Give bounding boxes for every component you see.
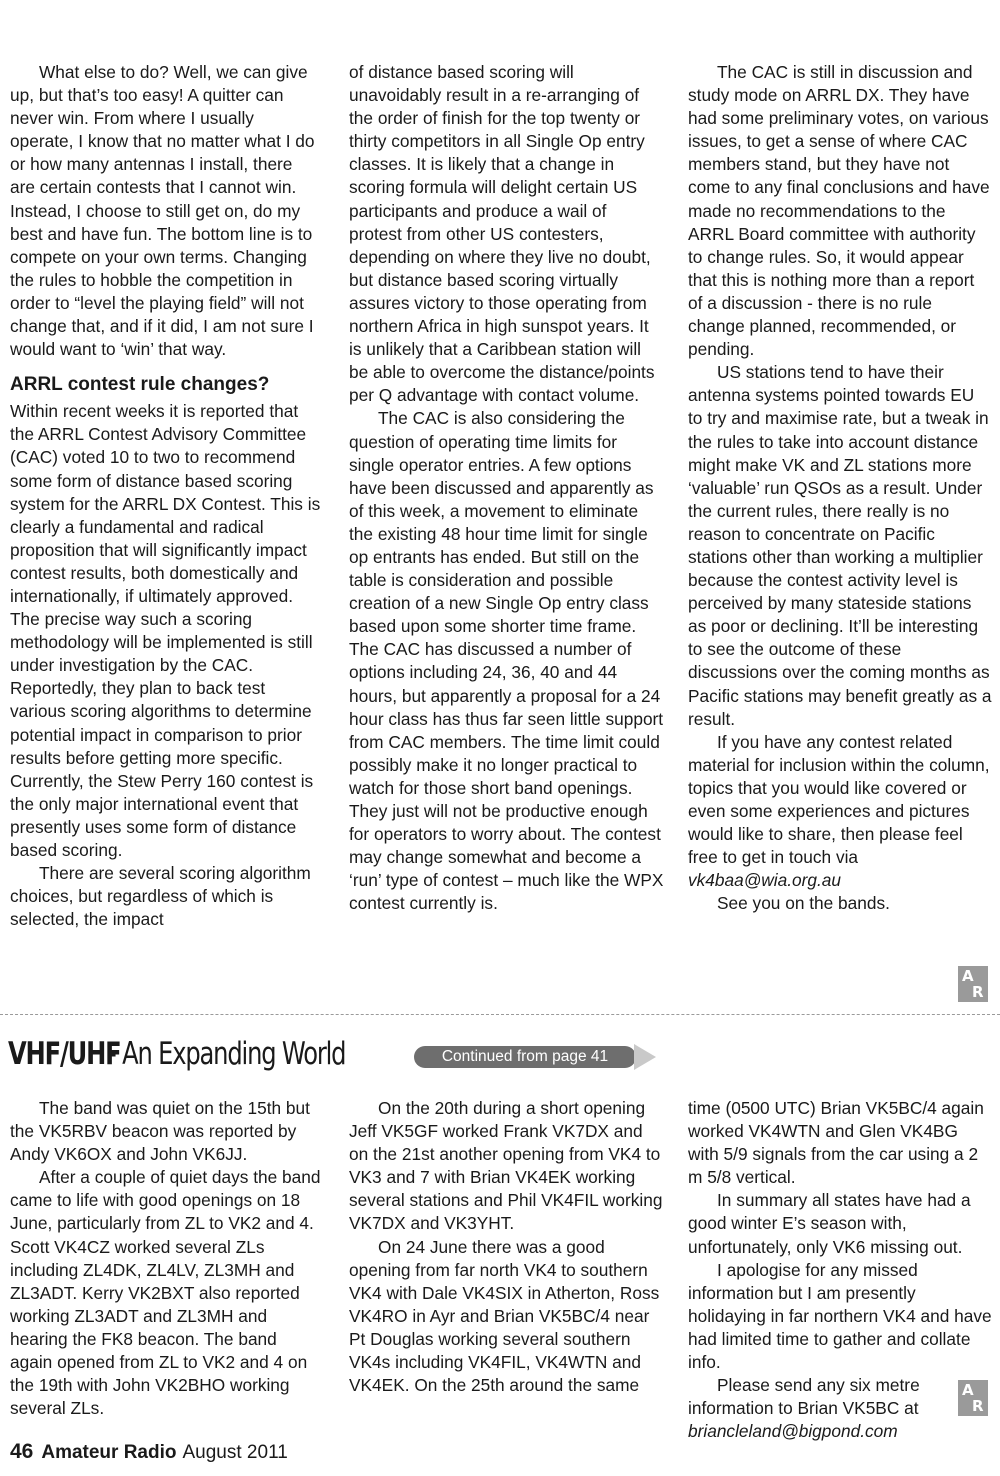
ar-logo-letter-a: A [962, 1381, 974, 1399]
ar-logo-icon [958, 966, 988, 1002]
ar-logo-letter-r: R [972, 983, 984, 1001]
paragraph: Within recent weeks it is reported that the ARRL Contest Advisory Committee (CAC) voted 10 to two to recommend some form of distance based scoring system for the ARRL DX Contest. This is clearly a fundamental and radical proposition that will significantly impact contest results, both domestically and internationally, if ultimately approved. The precise way such a scoring methodology will be implemented is still under investigation by the CAC. Reportedly, they plan to back test various scoring algorithms to determine potential impact in comparison to prior results before getting more specific. Currently, the Stew Perry 160 contest is the only major international event that presently uses some form of distance based scoring. [10, 401, 321, 860]
magazine-name: Amateur Radio [41, 1442, 177, 1463]
signoff: See you on the bands. [717, 893, 890, 914]
issue-date: August 2011 [182, 1442, 288, 1463]
article-column-1 [10, 61, 322, 931]
paragraph: After a couple of quiet days the band came to life with good openings on 18 June, particularly from ZL to VK2 and 4. Scott VK4CZ worked several ZLs including ZL4DK, ZL4LV, ZL3MH and ZL3ADT. Kerry VK2BXT also reported working ZL3ADT and ZL3MH and hearing the FK8 beacon. The band again opened from ZL to VK2 and 4 on the 19th with John VK2BHO working several ZLs. [10, 1167, 321, 1419]
paragraph: In summary all states have had a good winter E’s season with, unfortunately, only VK6 missing out. [688, 1190, 971, 1257]
paragraph: The CAC is still in discussion and study mode on ARRL DX. They have had some preliminary votes, on various issues, to get a sense of where CAC members stand, but they have not come to any final conclusions and have made no recommendations to the ARRL Board committee with authority to change rules. So, it would appear that this is nothing more than a report of a discussion - there is no rule change planned, recommended, or pending. [688, 62, 990, 360]
paragraph: Please send any six metre information to Brian VK5BC at [688, 1375, 920, 1419]
paragraph: The band was quiet on the 15th but the VK5RBV beacon was reported by Andy VK6OX and John VK6JJ. [10, 1098, 310, 1165]
paragraph: What else to do? Well, we can give up, but that’s too easy! A quitter can never win. From where I usually operate, I know that no matter what I do or how many antennas I install, there are certain contests that I cannot win. Instead, I choose to still get on, do my best and have fun. The bottom line is to compete on your own terms. Changing the rules to hobble the competition in order to “level the playing field” will not change that, and if it did, I am not sure I would want to ‘win’ that way. [10, 62, 315, 360]
paragraph: of distance based scoring will unavoidably result in a re-arranging of the order of finish for the top twenty or thirty competitors in all Single Op entry classes. It is likely that a change in scoring formula will delight certain US participants and produce a wail of protest from other US contesters, depending on where they live no doubt, but distance based scoring virtually assures victory to those operating from northern Africa in high sunspot years. It is unlikely that a Caribbean station will be able to overcome the distance/points per Q advantage with contact volume. [349, 62, 655, 406]
continued-banner [414, 1044, 660, 1070]
paragraph: If you have any contest related material for inclusion within the column, topics that you would like covered or even some experiences and pictures would like to share, then please feel free to get in touch via [688, 731, 990, 868]
page-number: 46 [10, 1440, 34, 1463]
contact-email: vk4baa@wia.org.au [688, 870, 841, 891]
vhf-column-1 [10, 1097, 322, 1420]
ar-logo-icon [958, 1380, 988, 1416]
section-divider [0, 1014, 1000, 1015]
paragraph: I apologise for any missed information but I am presently holidaying in far northern VK4 and have had limited time to gather and collate info. [688, 1259, 992, 1373]
paragraph: time (0500 UTC) Brian VK5BC/4 again worked VK4WTN and Glen VK4BG with 5/9 signals from the car using a 2 m 5/8 vertical. [688, 1098, 984, 1188]
ar-logo-letter-a: A [962, 967, 974, 985]
contact-email: briancleland@bigpond.com [688, 1421, 898, 1442]
article-column-2 [349, 61, 664, 915]
vhf-column-3 [688, 1097, 993, 1443]
page-footer [10, 1440, 288, 1464]
vhf-column-2 [349, 1097, 664, 1397]
section-title-bold: VHF/UHF [8, 1036, 121, 1072]
paragraph: The CAC is also considering the question of operating time limits for single operator entries. A few options have been discussed and apparently as of this week, a movement to eliminate the existing 48 hour time limit for single op entrants has ended. But still on the table is consideration and possible creation of a new Single Op entry class based upon some shorter time frame. The CAC has discussed a number of options including 24, 36, 40 and 44 hours, but apparently a proposal for a 24 hour class has thus far seen little support from CAC members. The time limit could possibly make it no longer practical to watch for those short band openings. They just will not be productive enough for operators to worry about. The contest may change somewhat and become a ‘run’ type of contest – much like the WPX contest currently is. [349, 408, 664, 914]
ar-logo-letter-r: R [972, 1397, 984, 1415]
arrow-right-icon [634, 1044, 656, 1070]
paragraph: US stations tend to have their antenna systems pointed towards EU to try and maximise rate, but a tweak in the rules to take into account distance might make VK and ZL stations more ‘valuable’ run QSOs as a result. Under the current rules, there really is no reason to concentrate on Pacific stations other than working a multiplier because the contest activity level is perceived by many stateside stations as poor or declining. It’ll be interesting to see the outcome of these discussions over the coming months as Pacific stations may benefit greatly as a result. [688, 362, 992, 729]
paragraph: On 24 June there was a good opening from far north VK4 to southern VK4 with Dale VK4SIX in Atherton, Ross VK4RO in Ayr and Brian VK5BC/4 near Pt Douglas working several southern VK4s including VK4FIL, VK4WTN and VK4EK. On the 25th around the same [349, 1236, 660, 1396]
paragraph: There are several scoring algorithm choices, but regardless of which is selected, the impact [10, 863, 311, 930]
section-heading: ARRL contest rule changes? [10, 374, 270, 396]
continued-label: Continued from page 41 [414, 1046, 636, 1068]
paragraph: On the 20th during a short opening Jeff VK5GF worked Frank VK7DX and on the 21st another opening from VK4 to VK3 and 7 with Brian VK4EK working several stations and Phil VK4FIL working VK7DX and VK3YHT. [349, 1098, 663, 1234]
article-column-3 [688, 61, 993, 915]
section-title-rest: - An Expanding World [108, 1036, 346, 1072]
